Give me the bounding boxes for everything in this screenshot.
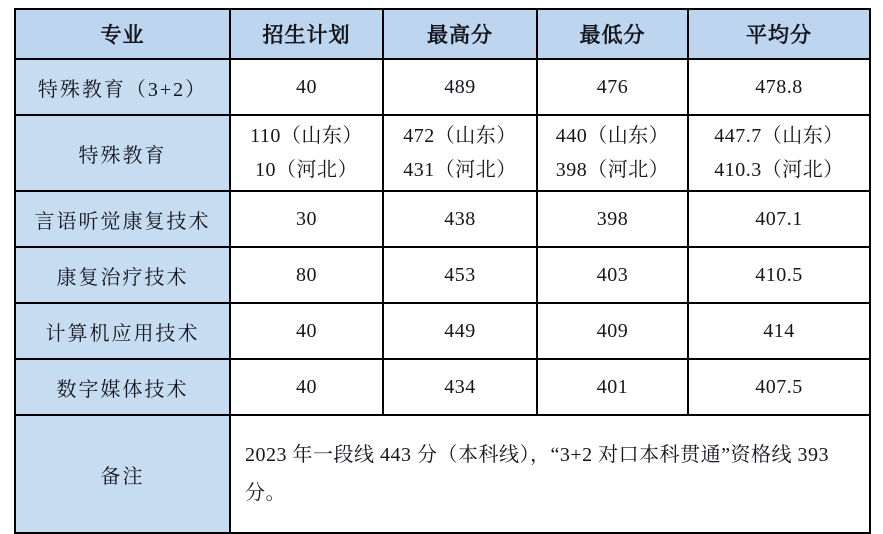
- cell-max: 489: [383, 59, 537, 115]
- cell-plan: 40: [230, 303, 383, 359]
- cell-line: 440（山东）: [555, 125, 670, 147]
- cell-avg: 414: [688, 303, 870, 359]
- cell-avg: 410.5: [688, 247, 870, 303]
- cell-line: 110（山东）: [250, 125, 363, 147]
- header-avg-score: 平均分: [688, 9, 870, 59]
- cell-plan: 40: [230, 359, 383, 415]
- cell-avg: [688, 115, 870, 191]
- remark-row: [15, 415, 870, 533]
- table-row: [15, 247, 870, 303]
- cell-line: 10（河北）: [255, 159, 358, 181]
- cell-plan: [230, 115, 383, 191]
- cell-max: 449: [383, 303, 537, 359]
- table-row: [15, 303, 870, 359]
- cell-avg: 407.1: [688, 191, 870, 247]
- remark-label-cell: 备注: [15, 415, 230, 533]
- header-min-score: 最低分: [537, 9, 688, 59]
- cell-line: 410.3（河北）: [714, 159, 844, 181]
- table-body: [15, 59, 870, 533]
- header-plan: 招生计划: [230, 9, 383, 59]
- header-major: 专业: [15, 9, 230, 59]
- table-row: [15, 115, 870, 191]
- cell-min: 401: [537, 359, 688, 415]
- table-header: [15, 9, 870, 59]
- cell-major: 数字媒体技术: [15, 359, 230, 415]
- cell-major: 特殊教育（3+2）: [15, 59, 230, 115]
- cell-major: 计算机应用技术: [15, 303, 230, 359]
- cell-line: 447.7（山东）: [714, 125, 844, 147]
- cell-line: 472（山东）: [403, 125, 517, 147]
- cell-min: 403: [537, 247, 688, 303]
- cell-min: [537, 115, 688, 191]
- cell-min: 398: [537, 191, 688, 247]
- admission-score-table: [14, 8, 871, 534]
- cell-avg: 407.5: [688, 359, 870, 415]
- cell-min: 409: [537, 303, 688, 359]
- remark-text-cell: 2023 年一段线 443 分（本科线），“3+2 对口本科贯通”资格线 393 分。: [230, 415, 870, 533]
- header-max-score: 最高分: [383, 9, 537, 59]
- cell-major: 康复治疗技术: [15, 247, 230, 303]
- cell-line: 398（河北）: [555, 159, 670, 181]
- cell-major: 言语听觉康复技术: [15, 191, 230, 247]
- cell-avg: 478.8: [688, 59, 870, 115]
- header-row: [15, 9, 870, 59]
- cell-max: 434: [383, 359, 537, 415]
- cell-plan: 30: [230, 191, 383, 247]
- table-row: [15, 59, 870, 115]
- cell-max: [383, 115, 537, 191]
- table-row: [15, 359, 870, 415]
- cell-plan: 80: [230, 247, 383, 303]
- table-row: [15, 191, 870, 247]
- cell-major: 特殊教育: [15, 115, 230, 191]
- cell-max: 438: [383, 191, 537, 247]
- cell-plan: 40: [230, 59, 383, 115]
- cell-min: 476: [537, 59, 688, 115]
- cell-max: 453: [383, 247, 537, 303]
- cell-line: 431（河北）: [403, 159, 517, 181]
